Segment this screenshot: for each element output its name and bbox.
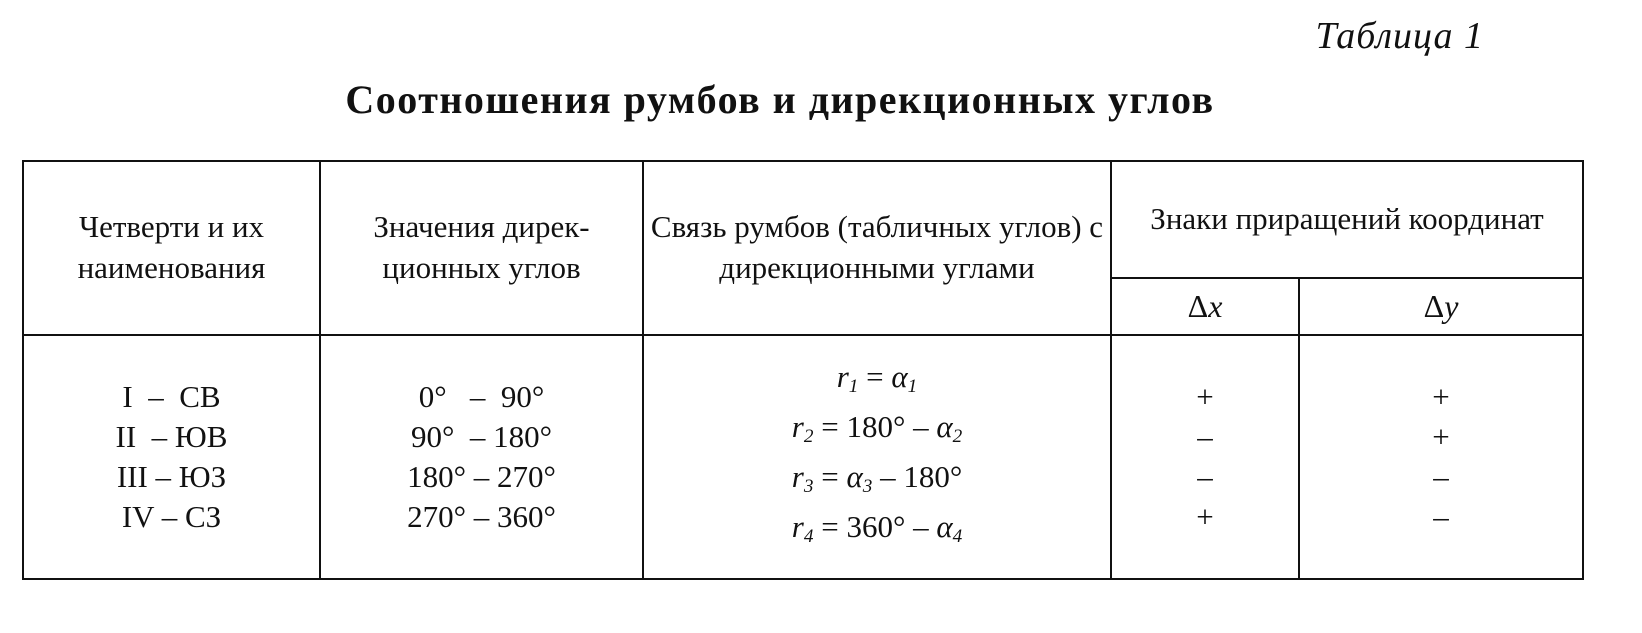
rhumb-sub: 4: [803, 525, 814, 547]
equals-sign: =: [813, 508, 847, 544]
relation-formula: [644, 357, 1110, 407]
rhumb-sub: 3: [803, 475, 814, 497]
header-signs-text: Знаки приращений координат: [1150, 201, 1544, 237]
quarters-cell: [23, 335, 320, 579]
delta-y-sign: –: [1433, 459, 1449, 494]
relation-formula: [644, 457, 1110, 507]
rhumb-sub: 1: [848, 376, 859, 398]
alpha-var: α: [846, 459, 863, 494]
header-angle-values-text: Значения дирек-ционных углов: [373, 209, 590, 285]
header-signs: [1111, 161, 1583, 278]
quarter-name: I – СВ: [122, 379, 221, 414]
rhumb-var: r: [791, 409, 804, 445]
alpha-var: α: [936, 409, 953, 445]
header-delta-x: [1111, 278, 1299, 335]
rhumb-var: r: [791, 459, 804, 494]
relation-formula: [644, 407, 1110, 457]
delta-y-var: y: [1444, 288, 1459, 325]
header-delta-y: [1299, 278, 1583, 335]
prefix-term: 360° –: [846, 508, 937, 544]
prefix-term: 180° –: [846, 409, 937, 445]
header-quarters: [23, 161, 320, 335]
table-caption: Таблица 1: [1315, 15, 1484, 57]
delta-x-sign-cell: [1111, 335, 1299, 579]
delta-x-var: x: [1208, 288, 1223, 325]
delta-y-sign: +: [1432, 419, 1450, 454]
rhumb-sub: 2: [803, 426, 814, 447]
relation-cell: [643, 335, 1111, 579]
equals-sign: =: [813, 459, 847, 494]
delta-x-sign: –: [1197, 419, 1213, 454]
delta-x-sign: +: [1196, 499, 1214, 534]
angle-range-cell: [320, 335, 643, 579]
header-relation: [643, 161, 1111, 335]
suffix-term: – 180°: [872, 459, 963, 494]
alpha-sub: 1: [907, 376, 918, 398]
quarter-name: II – ЮВ: [115, 419, 228, 454]
header-relation-text: Связь румбов (табличных углов) с дирекционными углами: [650, 209, 1104, 285]
alpha-var: α: [891, 359, 908, 395]
delta-y-sign: –: [1433, 499, 1449, 534]
rhumb-var: r: [791, 508, 804, 544]
table-title: Соотношения румбов и дирекционных углов: [345, 77, 1215, 122]
alpha-sub: 2: [952, 426, 963, 447]
delta-y-sign-cell: [1299, 335, 1583, 579]
alpha-sub: 4: [952, 525, 963, 547]
angle-range: 180° – 270°: [407, 459, 556, 494]
angle-range: 270° – 360°: [407, 499, 556, 534]
alpha-var: α: [936, 508, 953, 544]
alpha-sub: 3: [862, 475, 873, 497]
header-quarters-text: Четверти и их наименования: [77, 209, 266, 285]
rhumb-var: r: [836, 359, 849, 395]
equals-sign: =: [858, 359, 892, 395]
equals-sign: =: [813, 409, 847, 445]
angle-range: 90° – 180°: [410, 419, 553, 454]
relation-formula: [644, 507, 1110, 557]
delta-x-sign: +: [1196, 379, 1214, 414]
table-body-row: [23, 335, 1583, 579]
delta-x-symbol: Δ: [1187, 288, 1209, 325]
delta-y-symbol: Δ: [1423, 288, 1445, 325]
header-angle-values: [320, 161, 643, 335]
angle-range: 0° – 90°: [418, 379, 545, 414]
delta-x-sign: –: [1197, 459, 1213, 494]
delta-y-sign: +: [1432, 379, 1450, 414]
quarter-name: III – ЮЗ: [116, 459, 227, 494]
quarter-name: IV – СЗ: [121, 499, 222, 534]
rhumb-direction-table: [22, 160, 1584, 580]
